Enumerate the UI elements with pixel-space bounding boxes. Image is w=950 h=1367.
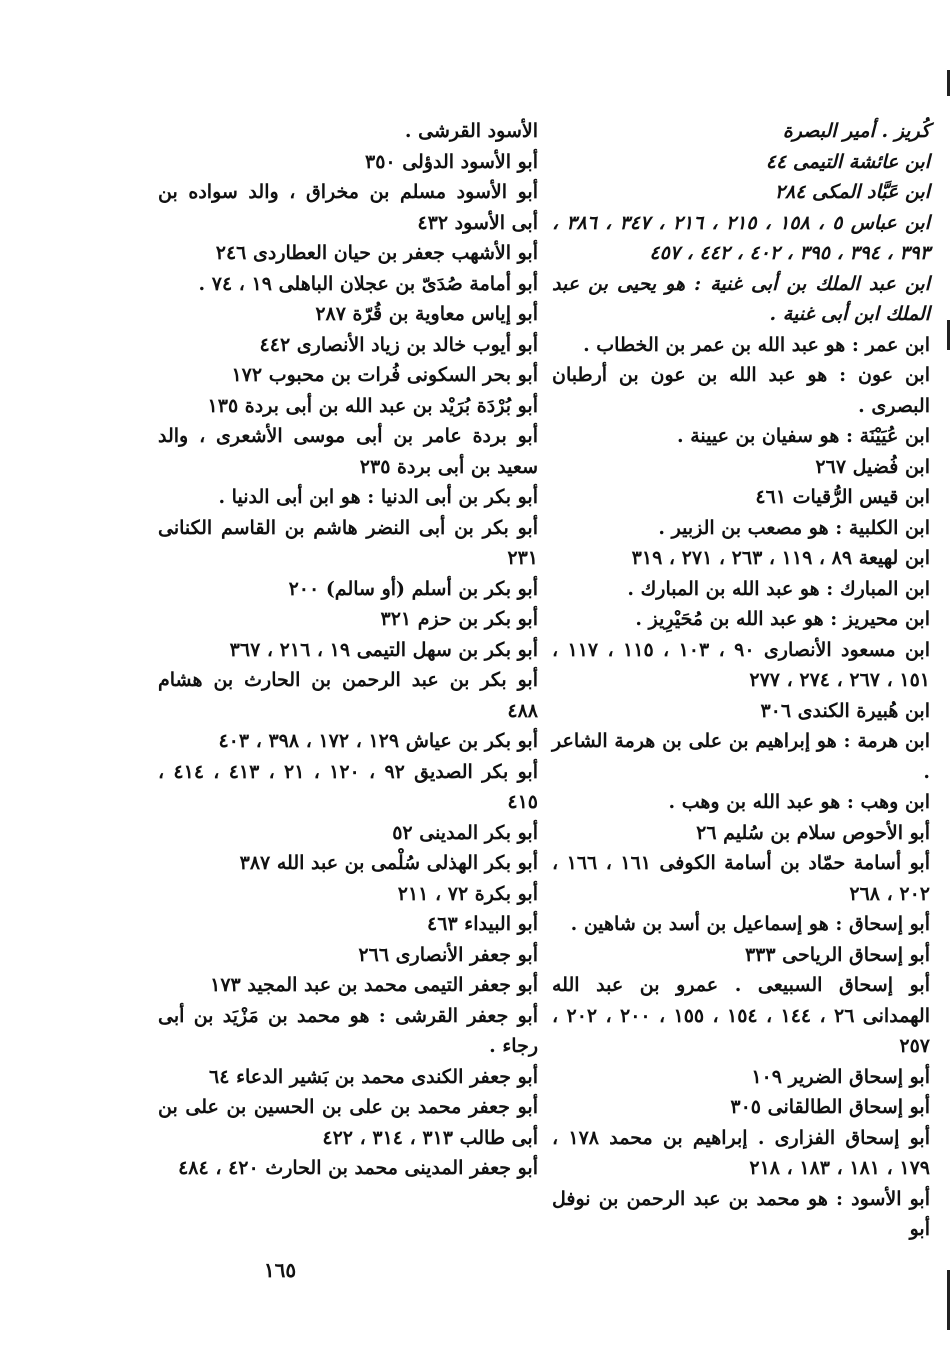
index-entry: ابن الكلبية : هو مصعب بن الزبير .	[658, 516, 930, 539]
index-entry: أبو جعفر التيمى محمد بن عبد المجيد ١٧٣	[210, 974, 538, 996]
index-entry: أبو إسحاق الضرير ١٠٩	[751, 1065, 930, 1088]
index-entry: ابن عون : هو عبد الله بن عون بن أرطبان البصرى .	[552, 364, 930, 417]
index-entry: أبو بكر بن عياش ١٢٩ ، ١٧٢ ، ٣٩٨ ، ٤٠٣	[218, 730, 538, 752]
index-entry: ابن عُيَيْنَة : هو سفيان بن عيينة .	[676, 425, 930, 447]
index-entry: الأسود القرشى .	[404, 120, 538, 142]
index-entry: أبو جعفر المدينى محمد بن الحارث ٤٢٠ ، ٤٨٤	[178, 1157, 538, 1179]
index-entry: أبو أسامة حمّاد بن أسامة الكوفى ١٦١ ، ١٦٦ ، ٢٠٢ ، ٢٦٨	[552, 852, 930, 905]
index-column-right	[552, 116, 930, 1245]
index-entry: أبو بكر بن أسلم (أو سالم) ٢٠٠	[288, 577, 538, 600]
index-entry: ابن مسعود الأنصارى ٩٠ ، ١٠٣ ، ١١٥ ، ١١٧ ، ١٥١ ، ٢٦٧ ، ٢٧٤ ، ٢٧٧	[552, 638, 930, 691]
index-entry: أبو جعفر الأنصارى ٢٦٦	[358, 943, 538, 966]
index-entry: ابن عباس ٥ ، ١٥٨ ، ٢١٥ ، ٢١٦ ، ٣٤٧ ، ٣٨٦ ، ٣٩٣ ، ٣٩٤ ، ٣٩٥ ، ٤٠٢ ، ٤٤٢ ، ٤٥٧	[552, 211, 930, 264]
index-entry: ابن وهب : هو عبد الله بن وهب .	[668, 791, 930, 813]
index-entry: أبو جعفر الكندى محمد بن بَشير الدعاء ٦٤	[209, 1065, 538, 1088]
index-entry: أبو الأسود الدؤلى ٣٥٠	[364, 150, 538, 173]
index-entry: أبو البيداء ٤٦٣	[427, 913, 538, 935]
index-entry: ابن فُضيل ٢٦٧	[815, 455, 930, 478]
index-entry: أبو الأشهب جعفر بن حيان العطاردى ٢٤٦	[215, 242, 538, 264]
index-entry: أبو بكر بن عبد الرحمن بن الحارث بن هشام ٤٨٨	[158, 669, 538, 722]
index-entry: أبو إسحاق الطالقانى ٣٠٥	[730, 1096, 930, 1118]
index-entry: ابن عائشة التيمى ٤٤	[765, 150, 930, 173]
index-entry: كُريز . أمير البصرة	[782, 120, 930, 142]
index-entry: ابن محيريز : هو عبد الله بن مُحَيْرِيز .	[635, 608, 930, 630]
index-entry: أبو جعفر القرشى : هو محمد بن مَزْيَد بن أبى رجاء .	[158, 1004, 538, 1057]
index-entry: أبو بكر الهذلى سُلْمى بن عبد الله ٣٨٧	[239, 852, 538, 874]
index-entry: أبو بكر بن سهل التيمى ١٩ ، ٢١٦ ، ٣٦٧	[229, 638, 538, 661]
index-entry: ابن لهيعة ٨٩ ، ١١٩ ، ٢٦٣ ، ٢٧١ ، ٣١٩	[631, 547, 930, 569]
index-entry: أبو بكر بن أبى الدنيا : هو ابن أبى الدنيا .	[218, 486, 538, 508]
index-entry: أبو إسحاق السبيعى . عمرو بن عبد الله الهمدانى ٢٦ ، ١٤٤ ، ١٥٤ ، ١٥٥ ، ٢٠٠ ، ٢٠٢ ، ٢٥٧	[552, 974, 930, 1057]
index-entry: أبو بكر المدينى ٥٢	[392, 821, 538, 844]
index-entry: ابن المبارك : هو عبد الله بن المبارك .	[627, 577, 930, 600]
index-entry: أبو إسحاق : هو إسماعيل بن أسد بن شاهين .	[570, 913, 930, 935]
index-entry: أبو بكر الصديق ٩٢ ، ١٢٠ ، ٢١ ، ٤١٣ ، ٤١٤ ، ٤١٥	[158, 760, 538, 813]
index-entry: أبو جعفر محمد بن على بن الحسين بن على بن أبى طالب ٣١٣ ، ٣١٤ ، ٤٢٢	[158, 1096, 538, 1149]
index-entry: أبو أيوب خالد بن زياد الأنصارى ٤٤٢	[259, 333, 538, 356]
index-entry: أبو بكر بن أبى النضر هاشم بن القاسم الكنانى ٢٣١	[158, 516, 538, 569]
index-entry: أبو الأسود مسلم بن مخراق ، والد سواده بن أبى الأسود ٤٣٢	[158, 181, 538, 234]
index-entry: أبو بكر بن حزم ٣٢١	[380, 608, 538, 630]
index-entry: أبو الأسود : هو محمد بن عبد الرحمن بن نوفل أبو	[552, 1187, 930, 1240]
index-entry: ابن هُبيرة الكندى ٣٠٦	[760, 699, 930, 722]
page-number: ١٦٥	[263, 1258, 297, 1282]
index-entry: أبو بحر السكونى فُرات بن محبوب ١٧٢	[231, 364, 538, 386]
index-entry: ابن قيس الرُّقيات ٤٦١	[755, 486, 930, 508]
index-entry: أبو إسحاق الرياحى ٣٣٣	[744, 943, 930, 966]
index-entry: ابن هرمة : هو إبراهيم بن على بن هرمة الشاعر .	[552, 730, 930, 783]
index-entry: ابن عمر : هو عبد الله بن عمر بن الخطاب .	[583, 333, 930, 356]
index-entry: أبو إياس معاوية بن قُرّة ٢٨٧	[315, 303, 538, 325]
index-entry: أبو الأحوص سلام بن سُليم ٢٦	[696, 821, 930, 844]
index-entry: أبو بكرة ٧٢ ، ٢١١	[397, 882, 538, 905]
index-entry: ابن عبد الملك بن أبى غنية : هو يحيى بن عبد الملك ابن أبى غنية .	[552, 272, 930, 325]
index-entry: أبو بُرْدَة بُرَيْد بن عبد الله بن أبى بردة ١٣٥	[207, 394, 538, 417]
index-entry: أبو بردة عامر بن أبى موسى الأشعرى ، والد سعيد بن أبى بردة ٢٣٥	[158, 425, 538, 478]
index-entry: أبو إسحاق الفزارى . إبراهيم بن محمد ١٧٨ ، ١٧٩ ، ١٨١ ، ١٨٣ ، ٢١٨	[552, 1126, 930, 1179]
index-entry: ابن عَبَّاد المكى ٢٨٤	[774, 181, 930, 203]
index-column-left	[158, 116, 538, 1184]
index-entry: أبو أمامة صُدَىّ بن عجلان الباهلى ١٩ ، ٧٤ .	[198, 272, 538, 295]
